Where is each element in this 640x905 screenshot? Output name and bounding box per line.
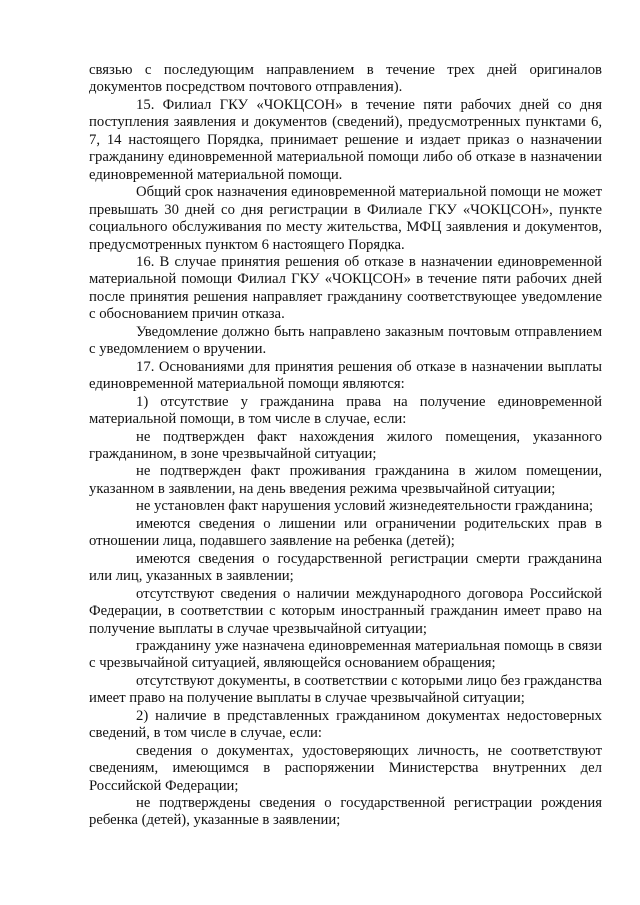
paragraph: 17. Основаниями для принятия решения об отказе в назначении выплаты единовременной материальной помощи являются: — [89, 358, 602, 393]
paragraph: гражданину уже назначена единовременная материальная помощь в связи с чрезвычайной ситуацией, являющейся основанием обращения; — [89, 637, 602, 672]
paragraph: связью с последующим направлением в течение трех дней оригиналов документов посредством почтового отправления). — [89, 62, 602, 96]
paragraph: сведения о документах, удостоверяющих личность, не соответствуют сведениям, имеющимся в распоряжении Министерства внутренних дел Российской Федерации; — [89, 742, 602, 794]
paragraph: 1) отсутствие у гражданина права на получение единовременной материальной помощи, в том числе в случае, если: — [89, 393, 602, 428]
paragraph: не подтверждены сведения о государственной регистрации рождения ребенка (детей), указанные в заявлении; — [89, 795, 602, 829]
paragraph: Общий срок назначения единовременной материальной помощи не может превышать 30 дней со дня регистрации в Филиале ГКУ «ЧОКЦСОН», пункте социального обслуживания по месту жительства, МФЦ заявления и документов, предусмотренных пунктом 6 настоящего Порядка. — [89, 184, 602, 253]
paragraph: не подтвержден факт нахождения жилого помещения, указанного гражданином, в зоне чрезвычайной ситуации; — [89, 428, 602, 462]
paragraph: 2) наличие в представленных гражданином документах недостоверных сведений, в том числе в случае, если: — [89, 707, 602, 742]
paragraph: отсутствуют документы, в соответствии с которыми лицо без гражданства имеет право на получение выплаты в случае чрезвычайной ситуации; — [89, 672, 603, 707]
paragraph: отсутствуют сведения о наличии международного договора Российской Федерации, в соответствии с которым иностранный гражданин имеет право на получение выплаты в случае чрезвычайной ситуации; — [89, 585, 602, 637]
paragraph: не установлен факт нарушения условий жизнедеятельности гражданина; — [136, 498, 594, 515]
paragraph: 15. Филиал ГКУ «ЧОКЦСОН» в течение пяти рабочих дней со дня поступления заявления и документов (сведений), предусмотренных пунктами 6, 7, 14 настоящего Порядка, принимает решение и издает приказ о назначении гражданину единовременной материальной помощи либо об отказе в назначении единовременной материальной помощи. — [89, 96, 602, 183]
paragraph: имеются сведения о государственной регистрации смерти гражданина или лиц, указанных в заявлении; — [89, 550, 602, 585]
document-text — [89, 62, 602, 830]
paragraph: имеются сведения о лишении или ограничении родительских прав в отношении лица, подавшего заявление на ребенка (детей); — [89, 515, 602, 550]
paragraph: не подтвержден факт проживания гражданина в жилом помещении, указанном в заявлении, на день введения режима чрезвычайной ситуации; — [89, 463, 602, 497]
paragraph: 16. В случае принятия решения об отказе в назначении единовременной материальной помощи Филиал ГКУ «ЧОКЦСОН» в течение пяти рабочих дней после принятия решения направляет гражданину соответствующее уведомление с обоснованием причин отказа. — [89, 253, 602, 323]
paragraph: Уведомление должно быть направлено заказным почтовым отправлением с уведомлением о вручении. — [89, 323, 602, 358]
